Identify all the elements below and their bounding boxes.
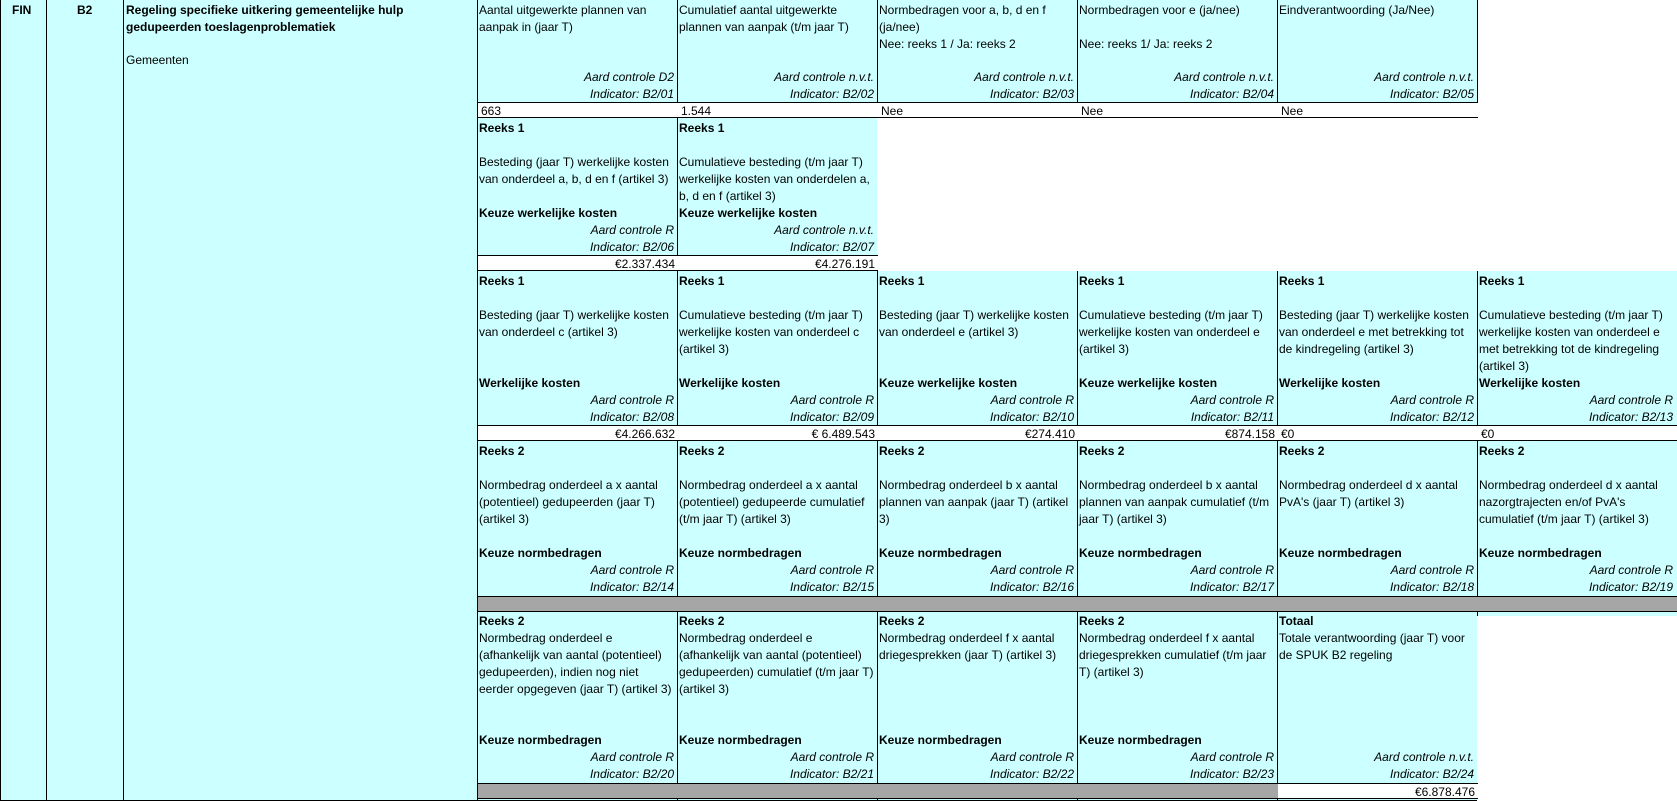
reeks-label: Reeks 2 [479,614,525,628]
gridline [877,0,878,118]
reeks-label: Reeks 2 [1479,444,1525,458]
aard-controle: Aard controle R [590,750,674,764]
reeks-label: Reeks 2 [1079,444,1125,458]
gridline [1477,0,1478,118]
keuze-label: Werkelijke kosten [1279,376,1381,390]
reeks-label: Totaal [1279,614,1314,628]
value-cell[interactable]: Nee [878,102,1078,118]
locked-value-cell [678,783,878,799]
aard-controle: Aard controle R [990,750,1074,764]
keuze-label: Keuze normbedragen [879,733,1002,747]
keuze-label: Werkelijke kosten [679,376,781,390]
reeks-label: Reeks 1 [879,274,925,288]
row-subtitle: Gemeenten [126,53,189,67]
cell-label: Cumulatieve besteding (t/m jaar T) werkelijke kosten van onderdeel c (artikel 3) [679,308,863,356]
cell-label: Besteding (jaar T) werkelijke kosten van onderdeel a, b, d en f (artikel 3) [479,155,669,186]
gridline [477,0,478,801]
cell-sublabel: Nee: reeks 1 / Ja: reeks 2 [879,37,1016,51]
aard-controle: Aard controle R [1390,563,1474,577]
aard-controle: Aard controle R [1190,563,1274,577]
cell-sublabel: Nee: reeks 1/ Ja: reeks 2 [1079,37,1213,51]
indicator: Indicator: B2/24 [1389,767,1474,781]
keuze-label: Keuze normbedragen [1079,546,1202,560]
reeks-label: Reeks 1 [679,274,725,288]
indicator: Indicator: B2/22 [989,767,1074,781]
indicator: Indicator: B2/05 [1389,87,1474,101]
cell-label: Normbedrag onderdeel e (afhankelijk van aantal (potentieel) gedupeerden), indien nog niet eerder opgegeven (jaar T) (artikel 3) [479,631,672,696]
indicator: Indicator: B2/16 [989,580,1074,594]
aard-controle: Aard controle R [1190,393,1274,407]
aard-controle: Aard controle R [590,563,674,577]
value-cell[interactable]: 1.544 [678,102,878,118]
cell-label: Normbedragen voor a, b, d en f (ja/nee) [879,3,1046,34]
left-panel-bg [0,0,478,801]
value-cell[interactable]: Nee [1078,102,1278,118]
keuze-label: Werkelijke kosten [1479,376,1581,390]
gridline [1477,271,1478,616]
aard-controle: Aard controle R [590,223,674,237]
value-cell[interactable]: 663 [478,102,678,118]
total-value-cell[interactable]: €6.878.476 [1278,783,1478,799]
cell-label: Normbedrag onderdeel f x aantal driegesprekken cumulatief (t/m jaar T) (artikel 3) [1079,631,1267,679]
gridline [0,0,1,801]
reeks-label: Reeks 2 [479,444,525,458]
indicator: Indicator: B2/01 [589,87,674,101]
locked-value-cell [878,596,1078,612]
cell-label: Besteding (jaar T) werkelijke kosten van onderdeel c (artikel 3) [479,308,669,339]
indicator: Indicator: B2/12 [1389,410,1474,424]
keuze-label: Keuze normbedragen [479,733,602,747]
indicator: Indicator: B2/10 [989,410,1074,424]
indicator: Indicator: B2/15 [789,580,874,594]
aard-controle: Aard controle n.v.t. [974,70,1074,84]
cell-label: Normbedragen voor e (ja/nee) [1079,3,1240,17]
cell-label: Cumulatieve besteding (t/m jaar T) werkelijke kosten van onderdeel e (artikel 3) [1079,308,1263,356]
indicator: Indicator: B2/17 [1189,580,1274,594]
cell-label: Normbedrag onderdeel b x aantal plannen van aanpak cumulatief (t/m jaar T) (artikel 3) [1079,478,1270,526]
indicator: Indicator: B2/14 [589,580,674,594]
keuze-label: Werkelijke kosten [479,376,581,390]
gridline [1277,271,1278,801]
cell-label: Normbedrag onderdeel a x aantal (potentieel) gedupeerden (jaar T) (artikel 3) [479,478,658,526]
reeks-label: Reeks 1 [1079,274,1125,288]
reeks-label: Reeks 2 [1079,614,1125,628]
cell-label: Totale verantwoording (jaar T) voor de SPUK B2 regeling [1279,631,1465,662]
indicator: Indicator: B2/07 [789,240,874,254]
reeks-label: Reeks 2 [679,614,725,628]
locked-value-cell [1278,596,1478,612]
locked-value-cell [478,783,678,799]
indicator: Indicator: B2/23 [1189,767,1274,781]
value-cell[interactable]: €2.337.434 [478,255,678,271]
aard-controle: Aard controle R [1589,393,1673,407]
reeks-label: Reeks 1 [679,121,725,135]
keuze-label: Keuze normbedragen [679,546,802,560]
keuze-label: Keuze werkelijke kosten [1079,376,1218,390]
indicator: Indicator: B2/20 [589,767,674,781]
locked-value-cell [878,783,1078,799]
value-cell[interactable]: €874.158 [1078,425,1278,441]
value-cell[interactable]: €274.410 [878,425,1078,441]
cell-label: Cumulatieve besteding (t/m jaar T) werkelijke kosten van onderdeel e met betrekking tot de kindregeling (artikel 3) [1479,308,1663,373]
keuze-label: Keuze normbedragen [1079,733,1202,747]
indicator: Indicator: B2/04 [1189,87,1274,101]
row-code-b2: B2 [77,3,93,17]
cell-label: Normbedrag onderdeel d x aantal nazorgtrajecten en/of PvA's cumulatief (t/m jaar T) (artikel 3) [1479,478,1658,526]
reeks-label: Reeks 2 [879,444,925,458]
aard-controle: Aard controle R [790,750,874,764]
keuze-label: Keuze werkelijke kosten [879,376,1018,390]
keuze-label: Keuze normbedragen [479,546,602,560]
aard-controle: Aard controle R [1390,393,1474,407]
keuze-label: Keuze normbedragen [879,546,1002,560]
reeks-label: Reeks 1 [1479,274,1525,288]
keuze-label: Keuze normbedragen [1479,546,1602,560]
reeks-label: Reeks 2 [879,614,925,628]
gridline [677,0,678,288]
keuze-label: Keuze werkelijke kosten [479,206,618,220]
aard-controle: Aard controle R [990,393,1074,407]
gridline [123,0,124,801]
aard-controle: Aard controle n.v.t. [774,223,874,237]
gridline [877,271,878,801]
indicator: Indicator: B2/13 [1588,410,1673,424]
cell-label: Cumulatief aantal uitgewerkte plannen van aanpak (t/m jaar T) [679,3,849,34]
locked-value-cell [1478,596,1677,612]
cell-label: Cumulatieve besteding (t/m jaar T) werkelijke kosten van onderdelen a, b, d en f (artikel 3) [679,155,870,203]
locked-value-cell [1078,783,1278,799]
aard-controle: Aard controle R [790,563,874,577]
indicator: Indicator: B2/21 [789,767,874,781]
value-cell[interactable]: €0 [1278,425,1478,441]
cell-label: Normbedrag onderdeel d x aantal PvA's (jaar T) (artikel 3) [1279,478,1458,509]
indicator: Indicator: B2/06 [589,240,674,254]
cell-label: Normbedrag onderdeel a x aantal (potentieel) gedupeerde cumulatief (t/m jaar T) (artikel 3) [679,478,865,526]
gridline [1277,0,1278,118]
cell-label: Besteding (jaar T) werkelijke kosten van onderdeel e met betrekking tot de kindregeling (artikel 3) [1279,308,1469,356]
value-cell[interactable]: €0 [1478,425,1677,441]
aard-controle: Aard controle R [590,393,674,407]
value-cell[interactable]: € 6.489.543 [678,425,878,441]
reeks-label: Reeks 2 [1279,444,1325,458]
locked-value-cell [678,596,878,612]
indicator: Indicator: B2/09 [789,410,874,424]
cell-label: Aantal uitgewerkte plannen van aanpak in (jaar T) [479,3,647,34]
aard-controle: Aard controle R [990,563,1074,577]
value-cell[interactable]: €4.276.191 [678,255,878,271]
indicator: Indicator: B2/02 [789,87,874,101]
aard-controle: Aard controle R [1589,563,1673,577]
row-code-fin: FIN [12,3,32,17]
cell-label: Normbedrag onderdeel e (afhankelijk van aantal (potentieel) gedupeerden) cumulatief (t/m jaar T) (artikel 3) [679,631,874,696]
reeks-label: Reeks 1 [479,274,525,288]
aard-controle: Aard controle n.v.t. [1374,70,1474,84]
reeks-label: Reeks 1 [1279,274,1325,288]
row-title: Regeling specifieke uitkering gemeentelijke hulp gedupeerden toeslagenproblematiek [126,3,404,34]
value-cell[interactable]: €4.266.632 [478,425,678,441]
locked-value-cell [1078,596,1278,612]
indicator: Indicator: B2/19 [1588,580,1673,594]
gridline [46,0,47,801]
keuze-label: Keuze normbedragen [1279,546,1402,560]
cell-label: Normbedrag onderdeel b x aantal plannen van aanpak (jaar T) (artikel 3) [879,478,1069,526]
keuze-label: Keuze normbedragen [679,733,802,747]
aard-controle: Aard controle n.v.t. [774,70,874,84]
reeks-label: Reeks 1 [479,121,525,135]
indicator: Indicator: B2/08 [589,410,674,424]
indicator: Indicator: B2/11 [1190,410,1274,424]
reeks-label: Reeks 2 [679,444,725,458]
gridline [1077,271,1078,801]
gridline [677,271,678,801]
gridline [1077,0,1078,118]
cell-label: Normbedrag onderdeel f x aantal driegesprekken (jaar T) (artikel 3) [879,631,1057,662]
aard-controle: Aard controle n.v.t. [1174,70,1274,84]
aard-controle: Aard controle n.v.t. [1374,750,1474,764]
aard-controle: Aard controle D2 [583,70,674,84]
aard-controle: Aard controle R [1190,750,1274,764]
cell-label: Besteding (jaar T) werkelijke kosten van onderdeel e (artikel 3) [879,308,1069,339]
indicator: Indicator: B2/03 [989,87,1074,101]
keuze-label: Keuze werkelijke kosten [679,206,818,220]
value-cell[interactable]: Nee [1278,102,1478,118]
aard-controle: Aard controle R [790,393,874,407]
indicator: Indicator: B2/18 [1389,580,1474,594]
locked-value-cell [478,596,678,612]
cell-label: Eindverantwoording (Ja/Nee) [1279,3,1435,17]
